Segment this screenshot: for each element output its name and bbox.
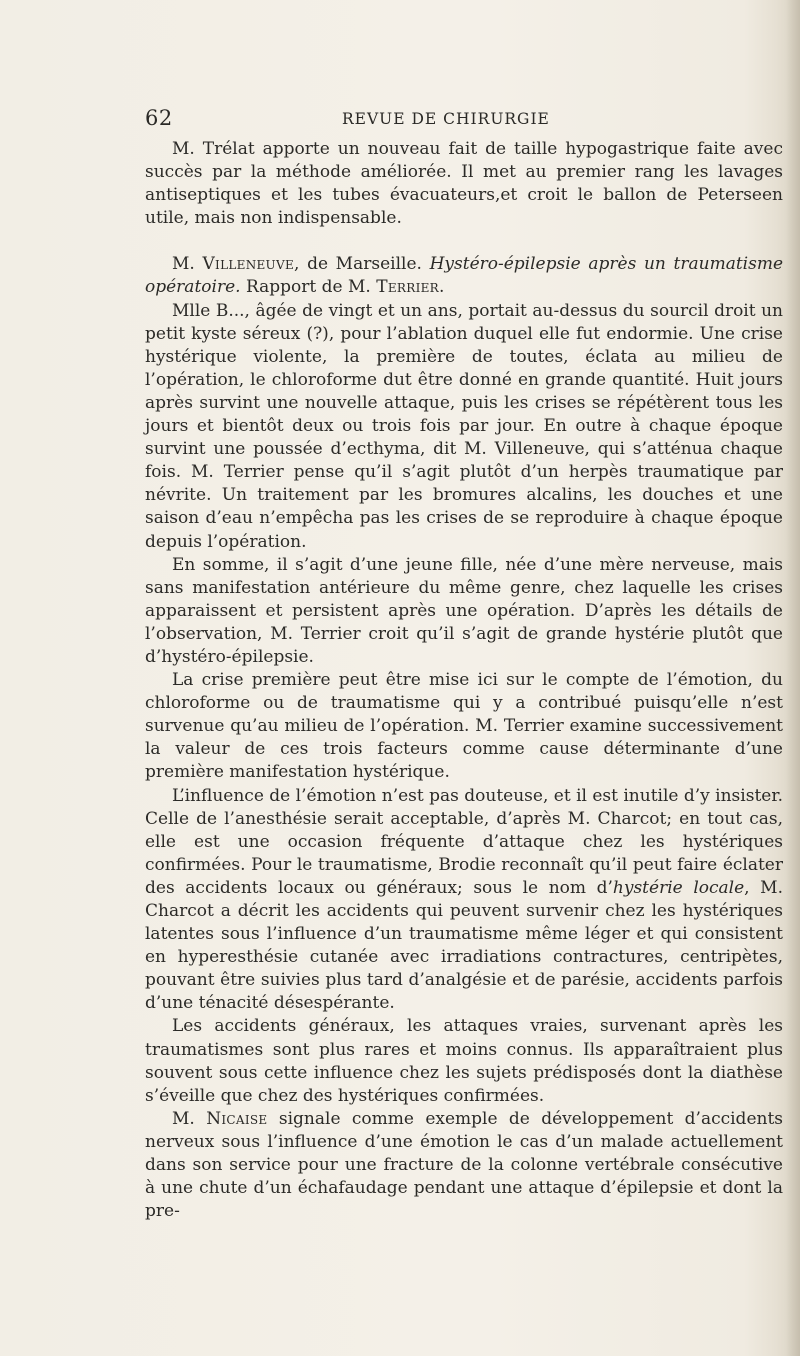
paragraph-nicaise — [145, 1108, 783, 1223]
paragraph-trelat: M. Trélat apporte un nouveau fait de taille hypogastrique faite avec succès par la méthode améliorée. Il met au premier rang les lavages antiseptiques et les tubes évacuateurs,et croit le ballon de Peterseen utile, mais non indispensable. — [145, 139, 783, 229]
influence-text-start: L’influence de l’émotion n’est pas douteuse, et il est inutile d’y insister. Celle de l’anesthésie serait acceptable, d’après M. Charcot; en tout cas, elle est une occasion fréquente d’attaque chez les hystériques confirmées. Pour le traumatisme, Brodie reconnaît qu’il peut faire éclater des accidents locaux ou généraux; sous le nom d’ — [145, 785, 783, 898]
paragraph-influence — [145, 785, 783, 1016]
villeneuve-lead: M. — [172, 254, 195, 275]
paragraph-villeneuve-heading — [145, 253, 783, 299]
report-lead: Rapport de M. — [245, 277, 371, 298]
paragraph-general-accidents: Les accidents généraux, les attaques vraies, survenant après les traumatismes sont plus rares et moins connus. Ils apparaîtraient plus souvent sous cette influence chez les sujets prédisposés dont la diathèse s’éveille que chez des hystériques confirmées. — [145, 1016, 783, 1106]
influence-text-end: , M. Charcot a décrit les accidents qui peuvent survenir chez les hystériques latentes sous l’influence d’un traumatisme même léger et qui consistent en hyperesthésie cutanée avec irradiations contractures, centripètes, pouvant être suivies plus tard d’analgésie et de parésie, accidents parfois d’une ténacité désespérante. — [145, 877, 783, 1014]
term-hysterie-locale: hystérie locale — [612, 877, 745, 898]
villeneuve-origin: , de Marseille. — [294, 254, 422, 275]
paragraph-case-description: Mlle B..., âgée de vingt et un ans, portait au-dessus du sourcil droit un petit kyste séreux (?), pour l’ablation duquel elle fut endormie. Une crise hystérique violente, la première de toutes, éclata au milieu de l’opération, le chloroforme dut être donné en grande quantité. Huit jours après survint une nouvelle attaque, puis les crises se répétèrent tous les jours et bientôt deux ou trois fois par jour. En outre à chaque époque survint une poussée d’ecthyma, dit M. Villeneuve, qui s’atténua chaque fois. M. Terrier pense qu’il s’agit plutôt d’un herpès traumatique par névrite. Un traitement par les bromures alcalins, les douches et une saison d’eau n’empêcha pas les crises de se reproduire à chaque époque depuis l’opération. — [145, 300, 783, 552]
paragraph-summary: En somme, il s’agit d’une jeune fille, née d’une mère nerveuse, mais sans manifestation antérieure du même genre, chez laquelle les crises apparaissent et persistent après une opération. D’après les détails de l’observation, M. Terrier croit qu’il s’agit de grande hystérie plutôt que d’hystéro-épilepsie. — [145, 554, 783, 667]
article-title: Hystéro-épilepsie après un traumatisme opératoire. — [145, 254, 784, 298]
journal-title: REVUE DE CHIRURGIE — [342, 110, 550, 128]
nicaise-text: signale comme exemple de développement d’accidents nerveux sous l’influence d’une émotion le cas d’un malade actuellement dans son service pour une fracture de la colonne vertébrale consécutive à une chute d’un échafaudage pendant une attaque d’épilepsie et dont la pre- — [145, 1108, 784, 1222]
author-nicaise: Nicaise — [206, 1108, 268, 1129]
page-edge-shadow — [786, 0, 800, 1356]
nicaise-lead: M. — [172, 1108, 195, 1129]
paragraph-first-crisis: La crise première peut être mise ici sur le compte de l’émotion, du chloroforme ou de traumatisme qui y a contribué puisqu’elle n’est survenue qu’au milieu de l’opération. M. Terrier examine successivement la valeur de ces trois facteurs comme cause déterminante d’une première manifestation hystérique. — [145, 670, 783, 783]
page-number: 62 — [145, 106, 173, 130]
reporter-terrier: Terrier. — [376, 277, 445, 298]
running-header — [145, 106, 785, 130]
body-text — [145, 138, 783, 1223]
author-villeneuve: Villeneuve — [202, 254, 294, 275]
